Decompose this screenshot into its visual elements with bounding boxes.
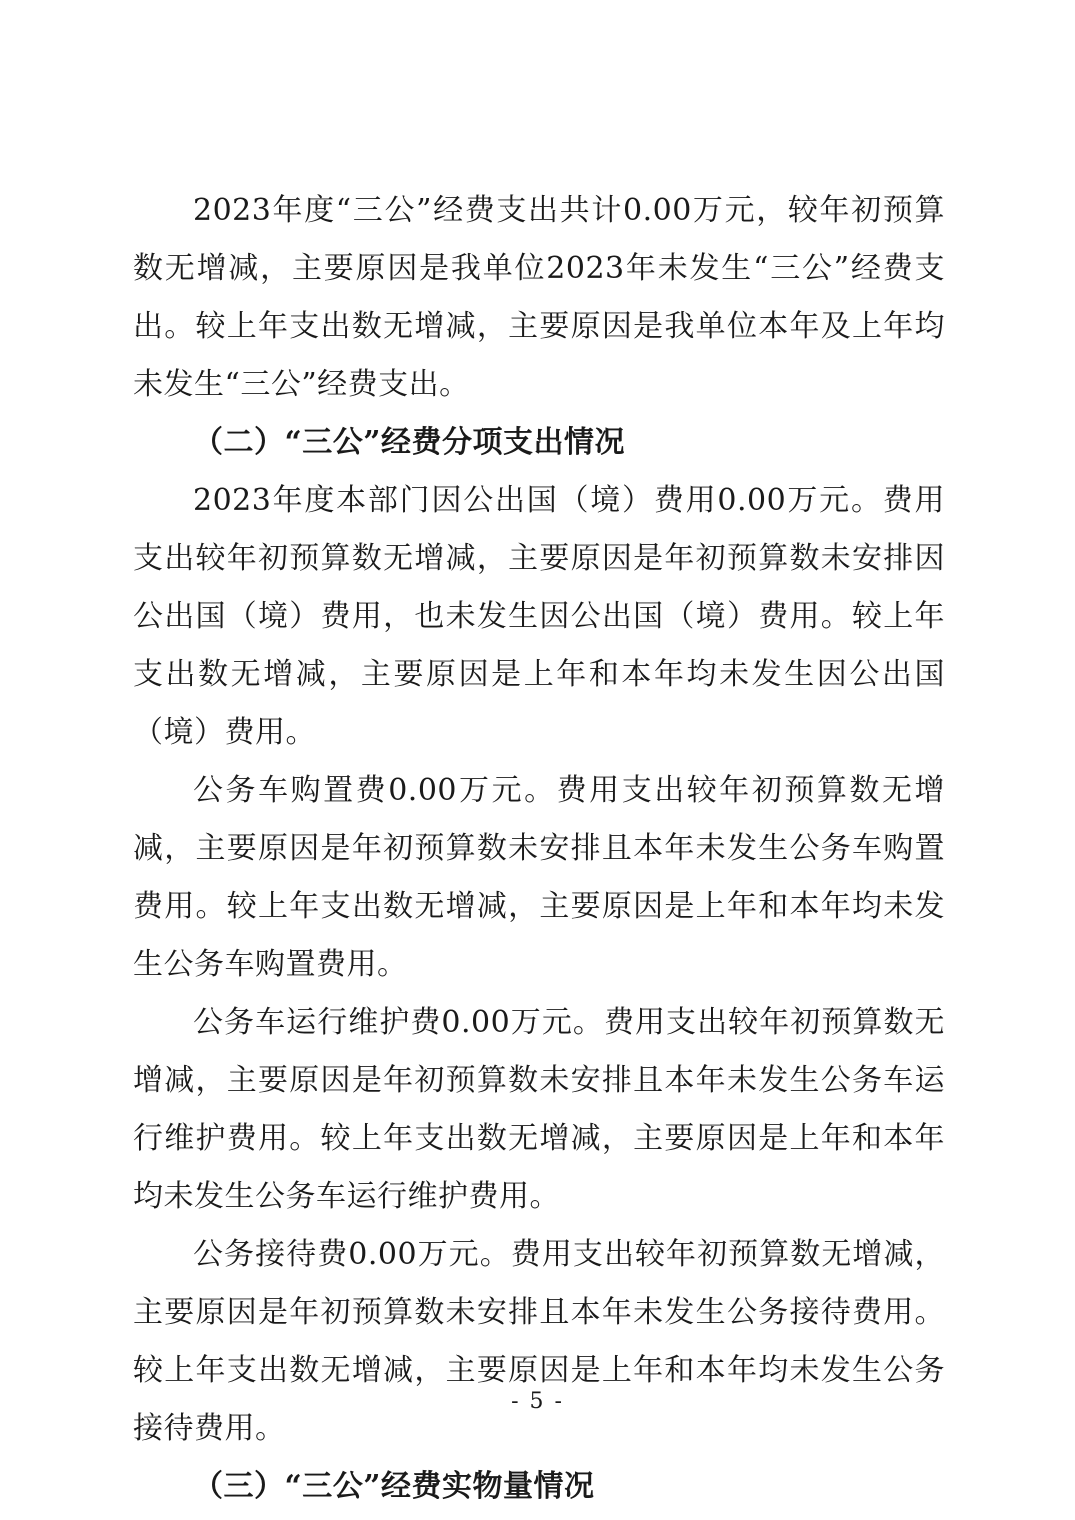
section-heading-physical-quantity: （三）“三公”经费实物量情况: [193, 1469, 595, 1504]
paragraph-overseas-travel: 2023年度本部门因公出国（境）费用0.00万元。费用支出较年初预算数无增减，主要原因是年初预算数未安排因公出国（境）费用，也未发生因公出国（境）费用。较上年支出数无增减，主要原因是上年和本年均未发生因公出国（境）费用。: [133, 483, 945, 750]
paragraph-vehicle-maintenance: 公务车运行维护费0.00万元。费用支出较年初预算数无增减，主要原因是年初预算数未安排且本年未发生公务车运行维护费用。较上年支出数无增减，主要原因是上年和本年均未发生公务车运行维护费用。: [133, 1005, 945, 1214]
paragraph-total-expenditure: 2023年度“三公”经费支出共计0.00万元，较年初预算数无增减，主要原因是我单位2023年未发生“三公”经费支出。较上年支出数无增减，主要原因是我单位本年及上年均未发生“三公”经费支出。: [133, 193, 945, 402]
section-heading-itemized-expenditure: （二）“三公”经费分项支出情况: [193, 425, 626, 460]
paragraph-vehicle-purchase: 公务车购置费0.00万元。费用支出较年初预算数无增减，主要原因是年初预算数未安排且本年未发生公务车购置费用。较上年支出数无增减，主要原因是上年和本年均未发生公务车购置费用。: [133, 773, 945, 982]
page-number: - 5 -: [511, 1389, 564, 1414]
document-body: [133, 182, 945, 1516]
paragraph-official-reception: 公务接待费0.00万元。费用支出较年初预算数无增减，主要原因是年初预算数未安排且本年未发生公务接待费用。较上年支出数无增减，主要原因是上年和本年均未发生公务接待费用。: [133, 1237, 945, 1446]
